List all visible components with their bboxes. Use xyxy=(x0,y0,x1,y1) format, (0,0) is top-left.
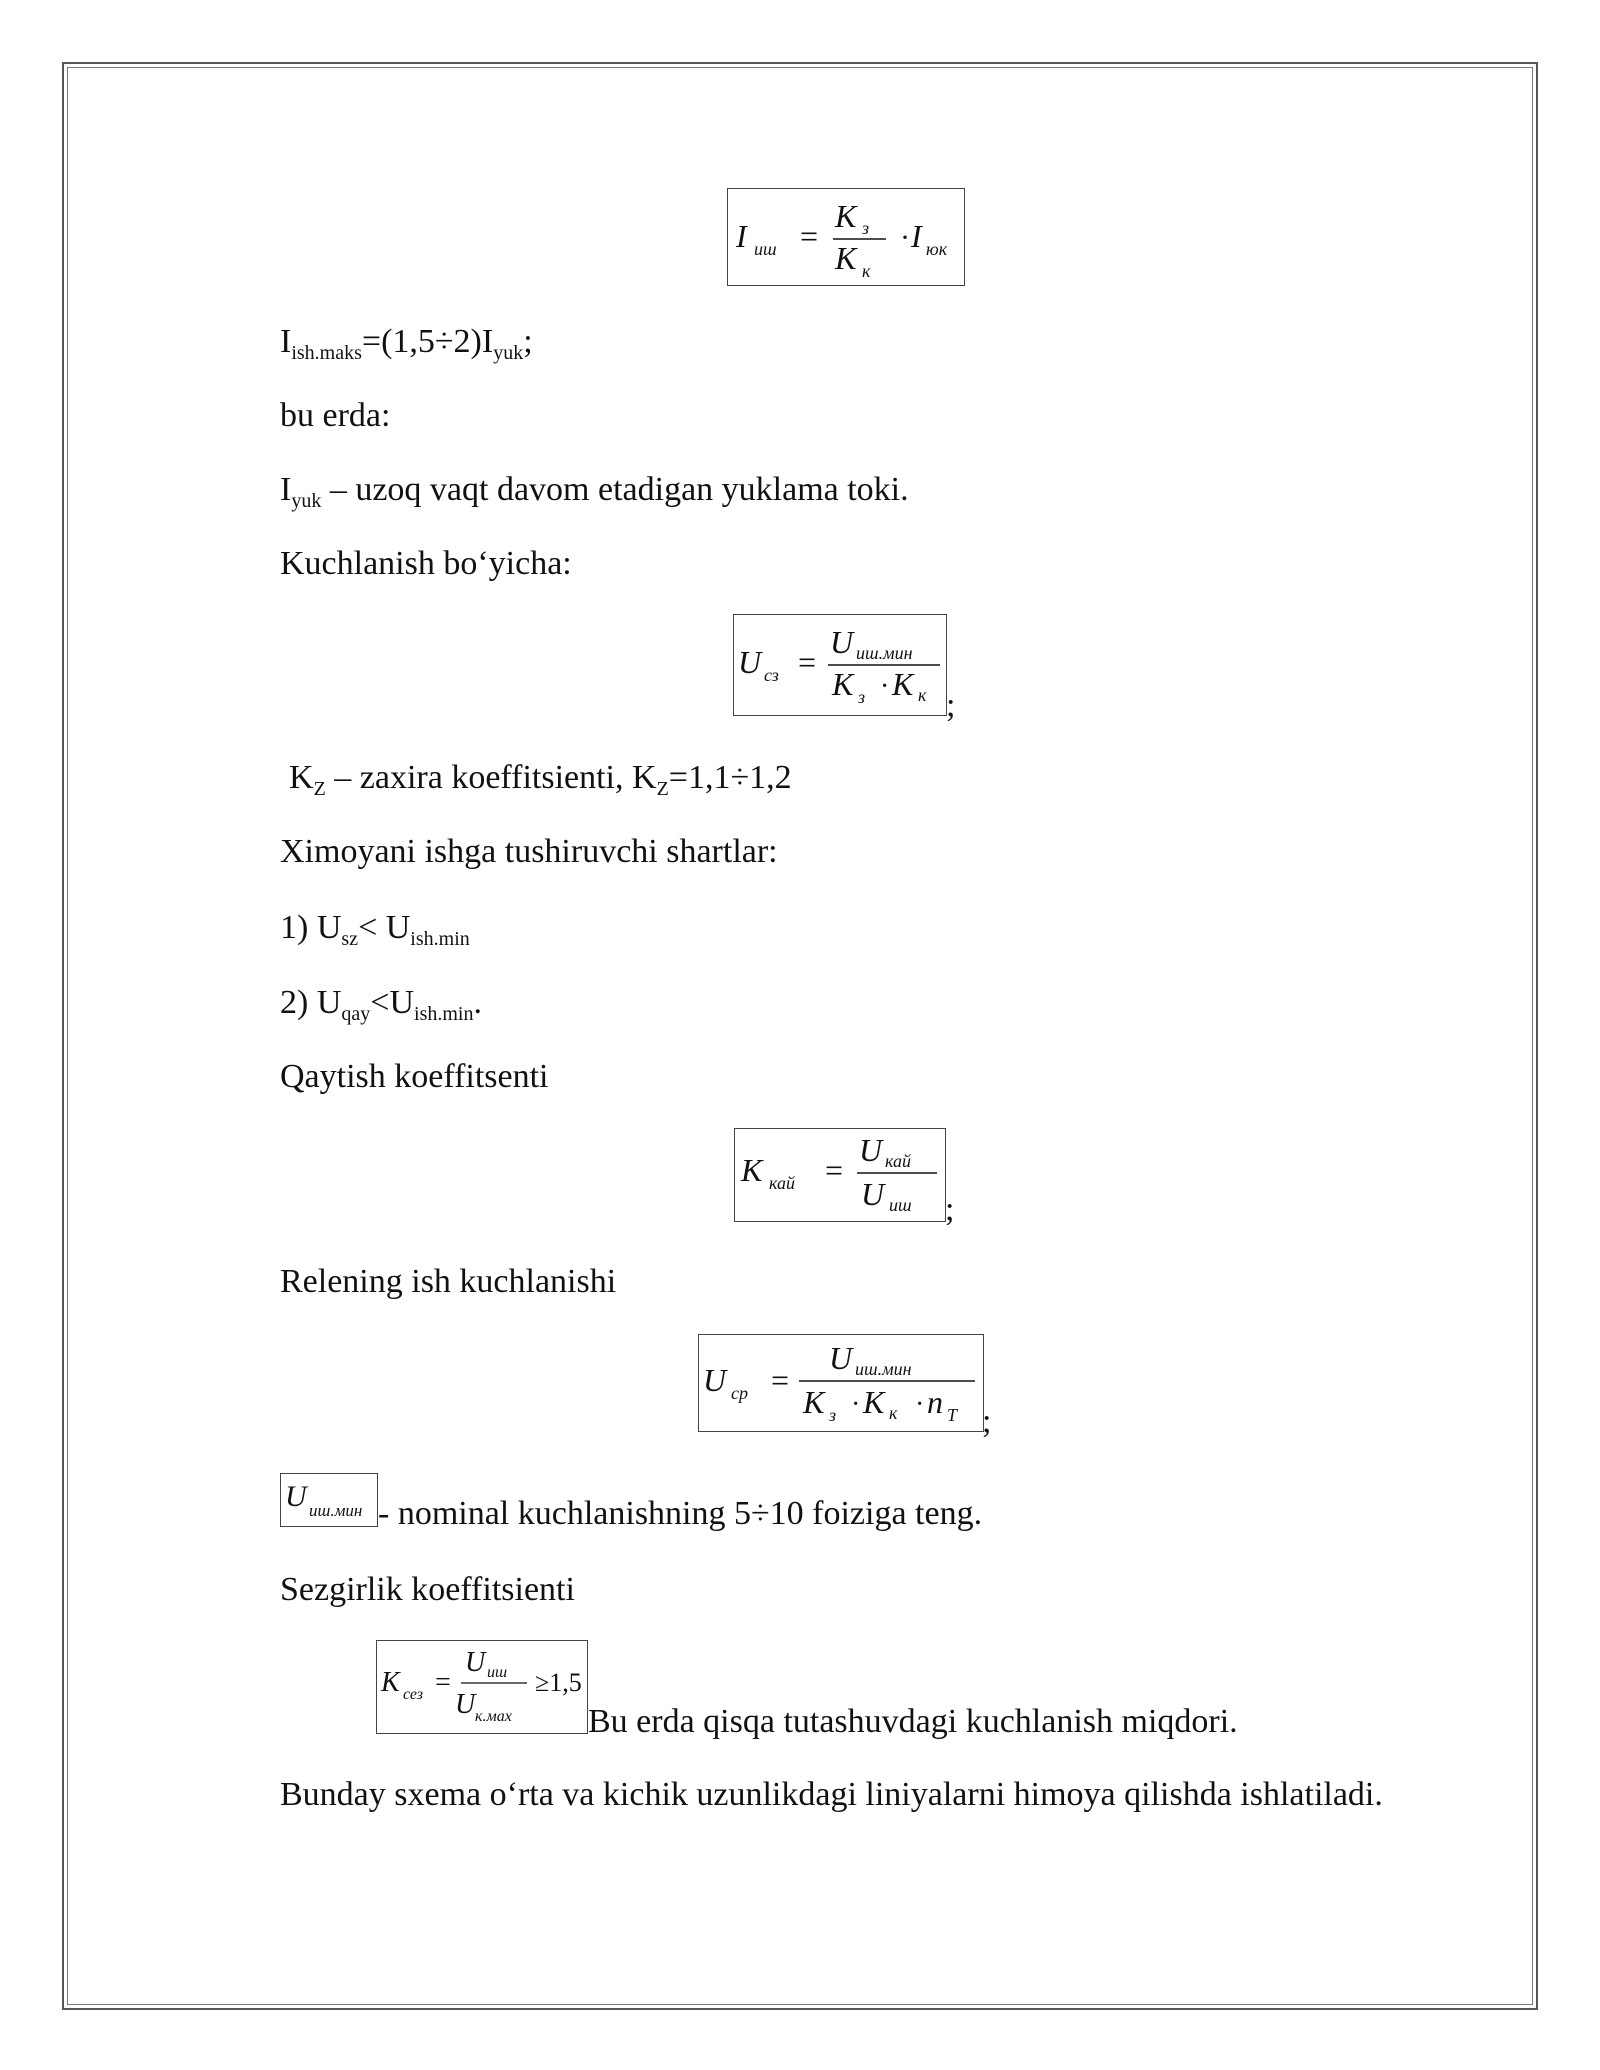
line-nominal: - nominal kuchlanishning 5÷10 foiziga teng. xyxy=(378,1495,983,1532)
formula-dot-1: · xyxy=(851,1389,861,1420)
formula-inline-voltage xyxy=(280,1473,378,1527)
formula-eq: = xyxy=(435,1667,451,1698)
formula-den-sub: иш xyxy=(889,1195,912,1215)
formula-return-coefficient xyxy=(734,1128,946,1222)
formula-num-sub: кай xyxy=(885,1151,911,1171)
line-imaks: $I_{ish.maks}=(1,5\div 2)I_{yuk}$; xyxy=(280,323,533,364)
formula-den-sub: к xyxy=(862,261,871,281)
condition-2: 2) $U_{qay}<U_{ish.min}$. xyxy=(280,984,482,1025)
formula-den-a: K xyxy=(803,1384,825,1420)
line-kz: $K_Z$ – zaxira koeffitsienti, $K_Z=1,1\div 1,2$ xyxy=(289,759,792,800)
formula-eq: = xyxy=(825,1152,844,1188)
paragraph-bunday: Bunday sxema o‘rta va kichik uzunlikdagi liniyalarni himoya qilishda ishlatiladi. xyxy=(280,1776,1383,1813)
formula-sensitivity xyxy=(376,1640,588,1734)
formula-num: U xyxy=(830,624,854,660)
formula-lhs-sub: сез xyxy=(403,1686,424,1703)
line-kuchlanish: Kuchlanish bo‘yicha: xyxy=(280,545,572,582)
formula-lhs-sub: кай xyxy=(769,1173,795,1193)
formula-den: K xyxy=(835,240,857,276)
formula-dot: · xyxy=(880,671,890,702)
formula-den: U xyxy=(861,1176,885,1212)
formula-3-semicolon: ; xyxy=(945,1191,955,1228)
formula-rhs-sub: юк xyxy=(926,239,948,259)
formula-cmp: ≥1,5 xyxy=(535,1668,582,1697)
formula-num: U xyxy=(465,1647,486,1678)
line-bu-erda: bu erda: xyxy=(280,397,391,434)
formula-den-a-sub: з xyxy=(858,687,866,707)
formula-den: U xyxy=(455,1689,476,1720)
formula-num: U xyxy=(859,1132,883,1168)
formula-den-sub: к.мах xyxy=(475,1708,512,1725)
line-ximoya: Ximoyani ishga tushiruvchi shartlar: xyxy=(280,833,778,870)
line-sezgirlik: Sezgirlik koeffitsienti xyxy=(280,1571,575,1608)
formula-num-sub: иш.мин xyxy=(856,643,913,663)
formula-num: K xyxy=(835,198,857,234)
formula-sym: U xyxy=(285,1480,307,1513)
formula-eq: = xyxy=(771,1362,790,1398)
formula-rhs: I xyxy=(911,218,922,254)
formula-dot: · xyxy=(900,221,910,254)
formula-lhs-sub: ср xyxy=(731,1383,748,1403)
formula-num: U xyxy=(829,1340,853,1376)
line-bu-erda-2: Bu erda qisqa tutashuvdagi kuchlanish miqdori. xyxy=(588,1703,1238,1740)
formula-lhs: U xyxy=(738,644,762,680)
formula-4-semicolon: ; xyxy=(982,1403,992,1440)
formula-num-sub: иш xyxy=(487,1664,508,1681)
formula-eq: = xyxy=(800,218,819,254)
formula-num-sub: иш.мин xyxy=(855,1359,912,1379)
formula-lhs-sub: иш xyxy=(754,239,777,259)
line-qaytish: Qaytish koeffitsenti xyxy=(280,1058,549,1095)
formula-den-a: K xyxy=(832,666,854,702)
formula-eq: = xyxy=(798,644,817,680)
formula-den-a-sub: з xyxy=(829,1405,837,1425)
formula-relay-voltage xyxy=(698,1334,984,1432)
formula-lhs: K xyxy=(381,1667,400,1698)
formula-lhs: I xyxy=(736,218,747,254)
formula-den-c-sub: T xyxy=(947,1405,958,1425)
formula-den-b: K xyxy=(892,666,914,702)
formula-dot-2: · xyxy=(915,1389,925,1420)
line-iyuk: $I_{yuk}$ – uzoq vaqt davom etadigan yuklama toki. xyxy=(280,471,909,512)
formula-den-b-sub: к xyxy=(918,685,927,705)
formula-lhs: U xyxy=(703,1362,727,1398)
condition-1: 1) $U_{sz}< U_{ish.min}$ xyxy=(280,909,470,950)
line-relening: Relening ish kuchlanishi xyxy=(280,1263,617,1300)
formula-current-operating xyxy=(727,188,965,286)
formula-den-b: K xyxy=(863,1384,885,1420)
formula-setting-voltage xyxy=(733,614,947,716)
formula-den-c: n xyxy=(927,1384,943,1420)
formula-lhs-sub: сз xyxy=(764,665,779,685)
formula-num-sub: з xyxy=(862,218,870,238)
formula-lhs: K xyxy=(741,1152,763,1188)
formula-den-b-sub: к xyxy=(889,1403,898,1423)
formula-sub: иш.мин xyxy=(309,1501,363,1520)
formula-2-semicolon: ; xyxy=(946,687,956,724)
